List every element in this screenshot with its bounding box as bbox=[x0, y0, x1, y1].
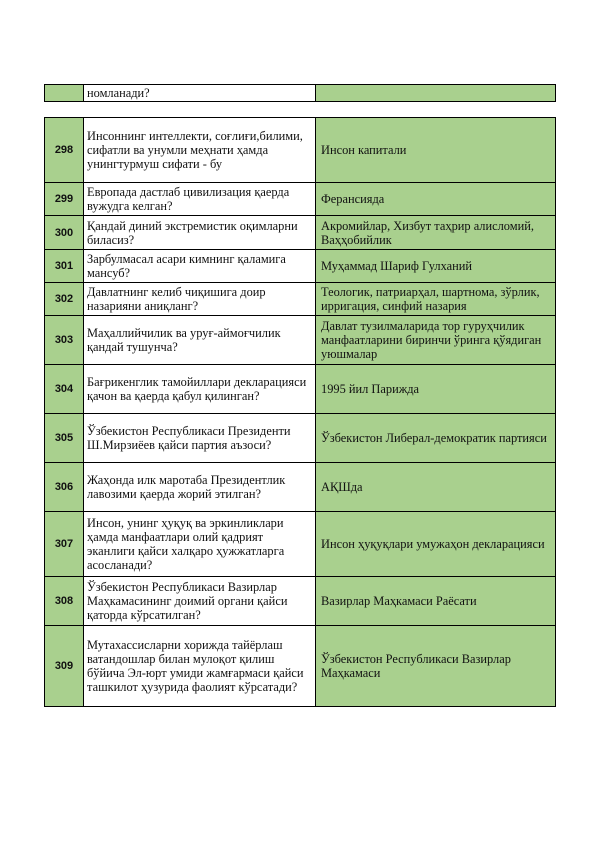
table-row bbox=[45, 463, 556, 512]
row-number: 298 bbox=[45, 118, 84, 183]
answer-cell: АҚШда bbox=[316, 463, 556, 512]
questions-table bbox=[44, 117, 556, 707]
answer-cell: 1995 йил Парижда bbox=[316, 365, 556, 414]
row-number: 301 bbox=[45, 250, 84, 283]
table-row bbox=[45, 316, 556, 365]
row-number: 299 bbox=[45, 183, 84, 216]
question-cell: Қандай диний экстремистик оқимларни биласиз? bbox=[84, 216, 316, 250]
table-row bbox=[45, 250, 556, 283]
table-row bbox=[45, 626, 556, 707]
answer-cell: Теологик, патриарҳал, шартнома, зўрлик, ирригация, синфий назария bbox=[316, 283, 556, 316]
table-row bbox=[45, 577, 556, 626]
question-cell: Зарбулмасал асари кимнинг қаламига мансуб? bbox=[84, 250, 316, 283]
answer-cell: Ўзбекистон Республикаси Вазирлар Маҳкамаси bbox=[316, 626, 556, 707]
question-cell: Маҳаллийчилик ва уруғ-аймоғчилик қандай тушунча? bbox=[84, 316, 316, 365]
row-number bbox=[45, 85, 84, 102]
row-number: 309 bbox=[45, 626, 84, 707]
question-cell: номланади? bbox=[84, 85, 316, 102]
row-number: 302 bbox=[45, 283, 84, 316]
row-number: 307 bbox=[45, 512, 84, 577]
table-row bbox=[45, 85, 556, 102]
question-cell: Инсоннинг интеллекти, соғлиғи,билими, сифатли ва унумли меҳнати ҳамда унингтурмуш сифати - бу bbox=[84, 118, 316, 183]
answer-cell: Инсон капитали bbox=[316, 118, 556, 183]
question-cell: Бағрикенглик тамойиллари декларацияси қачон ва қаерда қабул қилинган? bbox=[84, 365, 316, 414]
row-number: 304 bbox=[45, 365, 84, 414]
answer-cell: Инсон ҳуқуқлари умужаҳон декларацияси bbox=[316, 512, 556, 577]
table-row bbox=[45, 183, 556, 216]
row-number: 305 bbox=[45, 414, 84, 463]
question-cell: Ўзбекистон Республикаси Президенти Ш.Мирзиёев қайси партия аъзоси? bbox=[84, 414, 316, 463]
table-row bbox=[45, 512, 556, 577]
row-number: 308 bbox=[45, 577, 84, 626]
row-number: 306 bbox=[45, 463, 84, 512]
answer-cell: Давлат тузилмаларида тор гуруҳчилик манфаатларини биринчи ўринга қўядиган уюшмалар bbox=[316, 316, 556, 365]
question-cell: Европада дастлаб цивилизация қаерда вужудга келган? bbox=[84, 183, 316, 216]
answer-cell: Акромийлар, Хизбут таҳрир алисломий, Ваҳҳобийлик bbox=[316, 216, 556, 250]
answer-cell: Вазирлар Маҳкамаси Раёсати bbox=[316, 577, 556, 626]
question-cell: Жаҳонда илк маротаба Президентлик лавозими қаерда жорий этилган? bbox=[84, 463, 316, 512]
answer-cell: Ферансияда bbox=[316, 183, 556, 216]
answer-cell: Муҳаммад Шариф Гулханий bbox=[316, 250, 556, 283]
table-row bbox=[45, 283, 556, 316]
table-row bbox=[45, 365, 556, 414]
row-number: 303 bbox=[45, 316, 84, 365]
question-cell: Мутахассисларни хорижда тайёрлаш ватандошлар билан мулоқот қилиш бўйича Эл-юрт умиди жамғармаси қайси ташкилот ҳузурида фаолият кўрсатади? bbox=[84, 626, 316, 707]
table-row bbox=[45, 414, 556, 463]
continuation-table bbox=[44, 84, 556, 102]
table-row bbox=[45, 118, 556, 183]
answer-cell bbox=[316, 85, 556, 102]
row-number: 300 bbox=[45, 216, 84, 250]
question-cell: Инсон, унинг ҳуқуқ ва эркинликлари ҳамда манфаатлари олий қадрият эканлиги қайси халқаро ҳужжатларга асосланади? bbox=[84, 512, 316, 577]
question-cell: Ўзбекистон Республикаси Вазирлар Маҳкамасининг доимий органи қайси қаторда кўрсатилган? bbox=[84, 577, 316, 626]
question-cell: Давлатнинг келиб чиқишига доир назарияни аниқланг? bbox=[84, 283, 316, 316]
table-row bbox=[45, 216, 556, 250]
answer-cell: Ўзбекистон Либерал-демократик партияси bbox=[316, 414, 556, 463]
